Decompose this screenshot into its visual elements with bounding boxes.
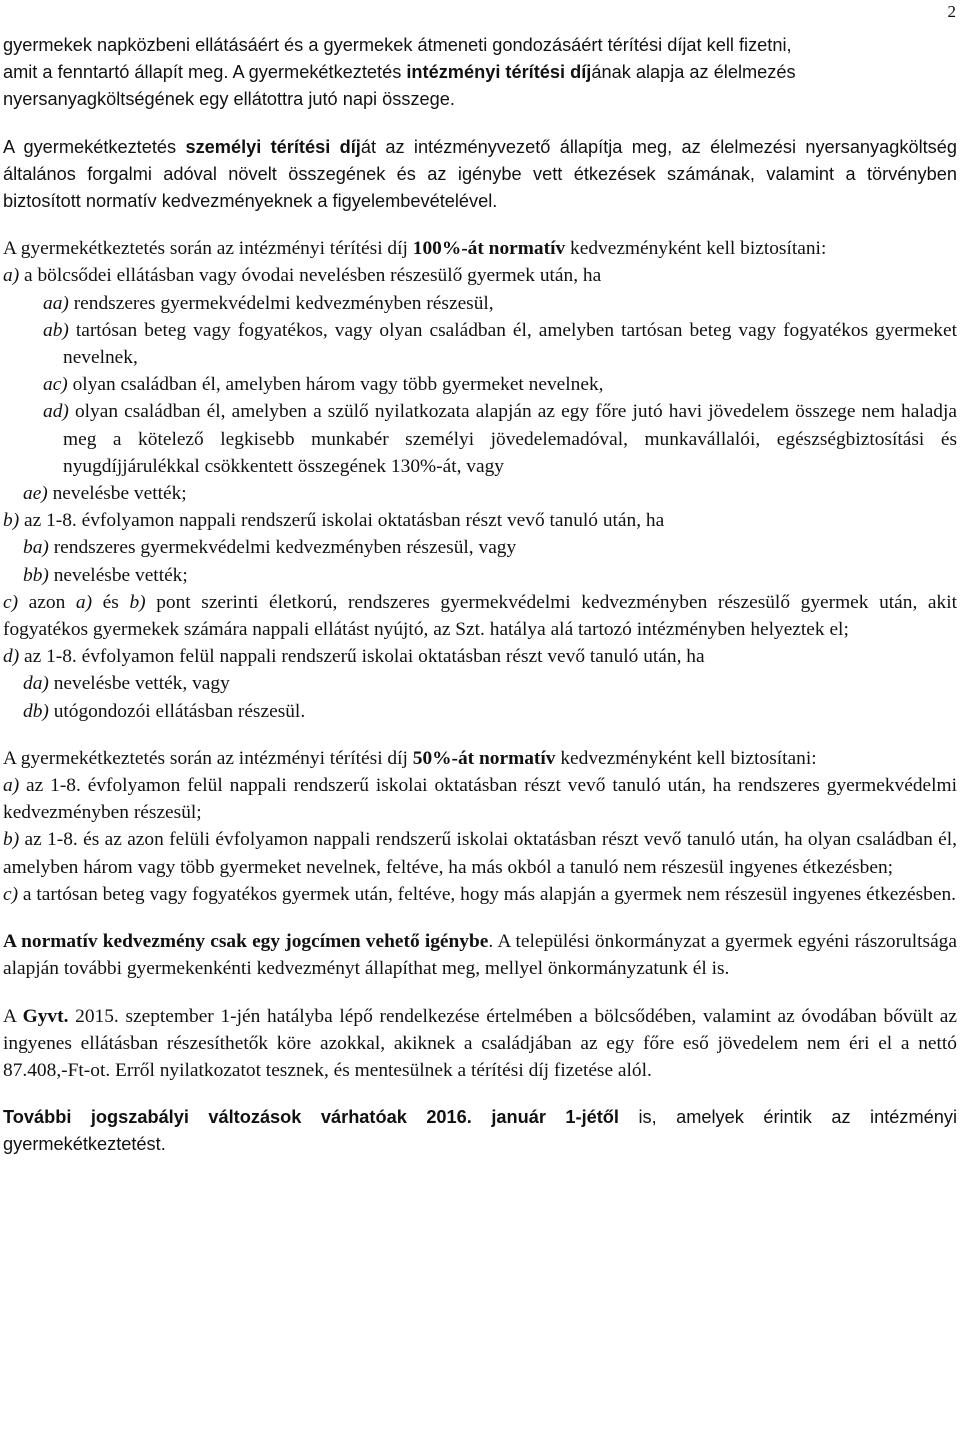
paragraph-future-changes <box>3 1104 957 1158</box>
item-text: rendszeres gyermekvédelmi kedvezményben részesül, <box>68 292 494 314</box>
list-item-ac <box>3 371 957 398</box>
paragraph-line: amit a fenntartó állapít meg. A gyermekétkeztetés <box>3 62 407 83</box>
section-50-percent <box>3 745 957 908</box>
list-item-aa <box>3 290 957 317</box>
item-text: nevelésbe vették; <box>48 564 188 586</box>
text-run: A <box>3 1005 23 1027</box>
paragraph-personal-fee <box>3 134 957 216</box>
item-label: a) <box>3 775 20 797</box>
item-label: ac) <box>43 374 68 396</box>
item-label: aa) <box>43 292 69 314</box>
item-text: rendszeres gyermekvédelmi kedvezményben részesül, vagy <box>48 537 517 559</box>
list-item-c <box>3 881 957 908</box>
list-item-b <box>3 826 957 880</box>
text-run: A gyermekétkeztetés során az intézményi térítési díj <box>3 238 413 260</box>
emphasis-future-changes: További jogszabályi változások várhatóak 2016. január 1-jétől <box>3 1107 619 1128</box>
item-text: az 1-8. és az azon felüli évfolyamon nappali rendszerű iskolai oktatásban részt vevő tanuló után, ha olyan családban él, amelyben három vagy több gyermeket nevelnek, feltéve, ha más okból a tanuló nem részesül ingyenes étkezésben; <box>3 829 957 878</box>
item-ref: a) <box>75 591 93 613</box>
list-item-da <box>3 670 957 697</box>
item-label: c) <box>3 883 19 905</box>
paragraph-gyvt <box>3 1003 957 1085</box>
emphasis-gyvt: Gyvt. <box>22 1005 69 1027</box>
page-number: 2 <box>947 2 956 21</box>
text-run: A gyermekétkeztetés <box>3 136 186 157</box>
section-100-percent <box>3 235 957 725</box>
item-label: ab) <box>43 319 69 341</box>
emphasis-single-title: A normatív kedvezmény csak egy jogcímen vehető igénybe <box>3 931 489 953</box>
item-label: ba) <box>23 537 49 559</box>
paragraph-line: gyermekek napközbeni ellátásáért és a gyermekek átmeneti gondozásáért térítési díjat kell fizetni, <box>3 35 792 55</box>
text-run: 2015. szeptember 1-jén hatályba lépő rendelkezése értelmében a bölcsődében, valamint az óvodában bővült az ingyenes ellátásban részesíthetők köre azokkal, akiknek a családjában az egy főre eső jövedelem nem éri el a nettó 87.408,-Ft-ot. Erről nyilatkozatot tesznek, és mentesülnek a térítési díj fizetése alól. <box>3 1005 957 1081</box>
text-run: át az intézményvezető állapítja meg, az élelmezési nyersanyagköltség általános forgalmi adóval növelt összegének és az igénybe vett étkezések számának, valamint a törvényben biztosított normatív kedvezményeknek a figyelembevételével. <box>3 136 958 212</box>
list-item-c <box>3 589 957 643</box>
text-run: A gyermekétkeztetés során az intézményi térítési díj <box>3 747 413 769</box>
paragraph-normative-discount <box>3 928 957 982</box>
emphasis-personal-fee: személyi térítési díj <box>185 136 361 157</box>
paragraph-line: ának alapja az élelmezés <box>591 62 796 83</box>
item-label: b) <box>3 829 20 851</box>
list-item-a <box>3 772 957 826</box>
list-item-bb <box>3 562 957 589</box>
emphasis-100-percent: 100%-át normatív <box>412 238 566 260</box>
item-label: ad) <box>43 401 69 423</box>
item-text: az 1-8. évfolyamon felül nappali rendszerű iskolai oktatásban részt vevő tanuló után, ha rendszeres gyermekvédelmi kedvezményben részesül; <box>3 775 957 824</box>
paragraph-line: nyersanyagköltségének egy ellátottra jutó napi összege. <box>3 89 455 110</box>
item-label: ae) <box>23 483 48 505</box>
text-run: kedvezményként kell biztosítani: <box>555 747 817 769</box>
item-text: nevelésbe vették; <box>47 483 187 505</box>
emphasis-50-percent: 50%-át normatív <box>412 747 556 769</box>
paragraph-fee-basis <box>3 32 957 114</box>
item-label: a) <box>3 265 20 287</box>
item-text: olyan családban él, amelyben a szülő nyilatkozata alapján az egy főre jutó havi jövedelem összege nem haladja meg a kötelező legkisebb munkabér személyi jövedelemadóval, munkavállalói, egészségbiztosítási és nyugdíjjárulékkal csökkentett összegének 130%-át, vagy <box>63 401 957 477</box>
emphasis-institutional-fee: intézményi térítési díj <box>406 62 592 83</box>
item-label: db) <box>23 700 49 722</box>
section-intro <box>3 235 957 262</box>
item-label: d) <box>3 646 20 668</box>
list-item-ae <box>3 480 957 507</box>
list-item-db <box>3 698 957 725</box>
item-text: az 1-8. évfolyamon felül nappali rendszerű iskolai oktatásban részt vevő tanuló után, ha <box>19 646 705 668</box>
list-item-ad <box>3 398 957 480</box>
list-item-b <box>3 507 957 534</box>
list-item-ba <box>3 534 957 561</box>
list-item-ab <box>3 317 957 371</box>
item-text: azon <box>18 591 76 613</box>
list-item-d <box>3 643 957 670</box>
item-label: da) <box>23 673 49 695</box>
section-intro <box>3 745 957 772</box>
item-text: és <box>92 591 130 613</box>
list-item-a <box>3 262 957 289</box>
item-text: pont szerinti életkorú, rendszeres gyermekvédelmi kedvezményben részesülő gyermek után, akit fogyatékos gyermekek számára nappali ellátást nyújtó, az Szt. hatálya alá tartozó intézményben helyeztek el; <box>3 591 957 641</box>
item-label: b) <box>3 510 20 532</box>
item-text: nevelésbe vették, vagy <box>48 673 230 695</box>
item-text: olyan családban él, amelyben három vagy több gyermeket nevelnek, <box>67 374 604 396</box>
item-text: tartósan beteg vagy fogyatékos, vagy olyan családban él, amelyben tartósan beteg vagy fogyatékos gyermeket nevelnek, <box>63 319 957 369</box>
text-run: is, amelyek érintik az intézményi gyermekétkeztetést. <box>3 1107 957 1155</box>
text-run: kedvezményként kell biztosítani: <box>565 238 827 260</box>
item-label: c) <box>3 591 19 613</box>
item-text: utógondozói ellátásban részesül. <box>48 700 306 722</box>
document-body <box>3 32 957 1159</box>
item-text: a bölcsődei ellátásban vagy óvodai nevelésben részesülő gyermek után, ha <box>19 265 602 287</box>
text-run: . A települési önkormányzat a gyermek egyéni rászorultsága alapján további gyermekenkénti kedvezményt állapíthat meg, mellyel önkormányzatunk él is. <box>3 931 957 980</box>
item-text: a tartósan beteg vagy fogyatékos gyermek után, feltéve, hogy más alapján a gyermek nem részesül ingyenes étkezésben. <box>18 883 957 905</box>
item-label: bb) <box>23 564 49 586</box>
item-text: az 1-8. évfolyamon nappali rendszerű iskolai oktatásban részt vevő tanuló után, ha <box>19 510 665 532</box>
item-ref: b) <box>129 591 146 613</box>
